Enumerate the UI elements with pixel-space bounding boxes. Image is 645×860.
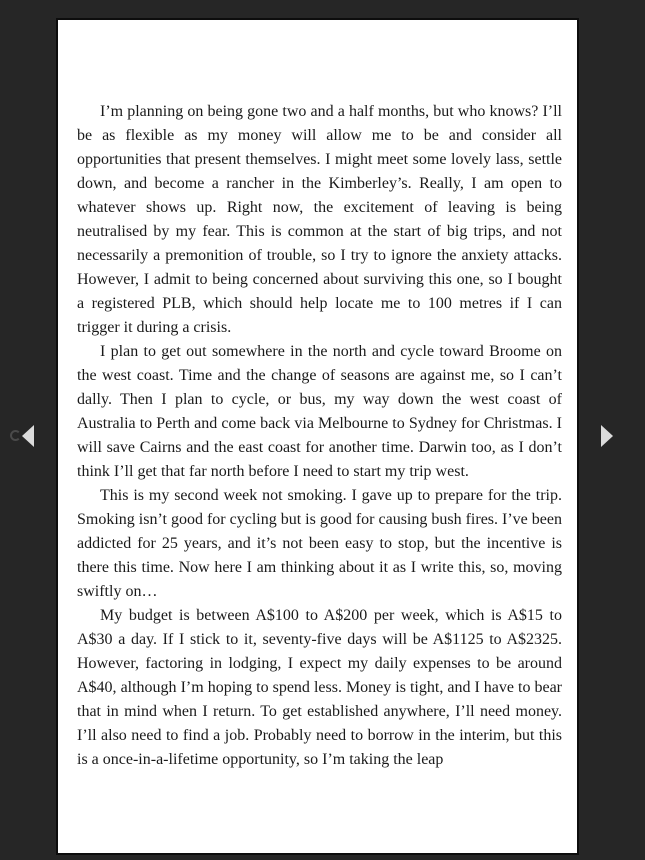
book-page bbox=[56, 18, 579, 855]
previous-page-arrow-icon[interactable] bbox=[22, 425, 34, 447]
loading-spinner-icon bbox=[10, 430, 21, 441]
paragraph-2: I plan to get out somewhere in the north and cycle toward Broome on the west coast. Time and the change of seasons are against me, so I can’t dally. Then I plan to cycle, or bus, my way down the west coast of Australia to Perth and come back via Melbourne to Sydney for Christmas. I will save Cairns and the east coast for another time. Darwin too, as I don’t think I’ll get that far north before I need to start my trip west. bbox=[77, 343, 562, 480]
paragraph-4: My budget is between A$100 to A$200 per week, which is A$15 to A$30 a day. If I stick to it, seventy-five days will be A$1125 to A$2325. However, factoring in lodging, I expect my daily expenses to be around A$40, although I’m hoping to spend less. Money is tight, and I have to bear that in mind when I return. To get established anywhere, I’ll need money. I’ll also need to find a job. Probably need to borrow in the interim, but this is a once-in-a-lifetime opportunity, so I’m taking the leap bbox=[77, 607, 562, 768]
paragraph-1: I’m planning on being gone two and a half months, but who knows? I’ll be as flexible as my money will allow me to be and consider all opportunities that present themselves. I might meet some lovely lass, settle down, and become a rancher in the Kimberley’s. Really, I am open to whatever shows up. Right now, the excitement of leaving is being neutralised by my fear. This is common at the start of big trips, and not necessarily a premonition of trouble, so I try to ignore the anxiety attacks. However, I admit to being concerned about surviving this one, so I bought a registered PLB, which should help locate me to 100 metres if I can trigger it during a crisis. bbox=[77, 103, 562, 336]
paragraph-3: This is my second week not smoking. I gave up to prepare for the trip. Smoking isn’t good for cycling but is good for causing bush fires. I’ve been addicted for 25 years, and it’s not been easy to stop, but the incentive is there this time. Now here I am thinking about it as I write this, so, moving swiftly on… bbox=[77, 487, 562, 600]
next-page-arrow-icon[interactable] bbox=[601, 425, 613, 447]
page-text bbox=[77, 100, 562, 772]
